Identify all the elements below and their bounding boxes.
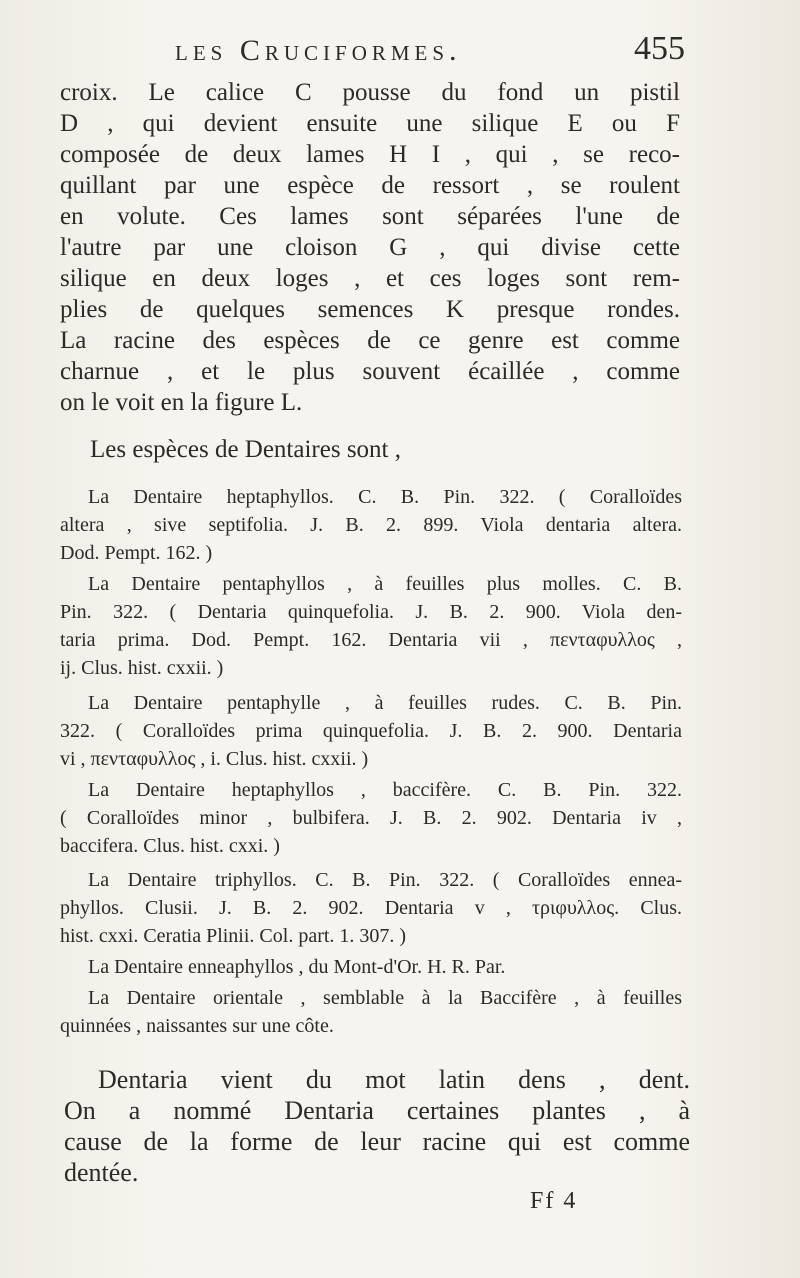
text-line: on le voit en la figure L.: [60, 389, 303, 416]
species-line: La Dentaire triphyllos. C. B. Pin. 322. ( Coralloïdes ennea-: [88, 869, 682, 891]
species-line: La Dentaire heptaphyllos , baccifère. C. B. Pin. 322.: [88, 779, 682, 801]
species-line: phyllos. Clusii. J. B. 2. 902. Dentaria v , τριφυλλος. Clus.: [60, 897, 682, 919]
species-line: La Dentaire orientale , semblable à la Baccifère , à feuilles: [88, 987, 682, 1009]
species-line: baccifera. Clus. hist. cxxi. ): [60, 835, 280, 857]
text-line: croix. Le calice C pousse du fond un pistil: [60, 79, 680, 106]
text-line: quillant par une espèce de ressort , se roulent: [60, 172, 680, 199]
text-line: en volute. Ces lames sont séparées l'une de: [60, 203, 680, 230]
section-heading: Les espèces de Dentaires sont ,: [90, 436, 401, 463]
species-line: hist. cxxi. Ceratia Plinii. Col. part. 1. 307. ): [60, 925, 407, 947]
closing-line: Dentaria vient du mot latin dens , dent.: [98, 1065, 690, 1094]
species-line: Dod. Pempt. 162. ): [60, 542, 213, 564]
species-line: Pin. 322. ( Dentaria quinquefolia. J. B. 2. 900. Viola den-: [60, 601, 682, 623]
page-number: 455: [634, 30, 685, 67]
species-line: taria prima. Dod. Pempt. 162. Dentaria vii , πενταφυλλος ,: [60, 629, 682, 651]
text-line: plies de quelques semences K presque rondes.: [60, 296, 680, 323]
species-line: vi , πενταφυλλος , i. Clus. hist. cxxii. ): [60, 748, 369, 770]
closing-line: On a nommé Dentaria certaines plantes , à: [64, 1096, 690, 1125]
closing-line: dentée.: [64, 1158, 139, 1187]
species-line: altera , sive septifolia. J. B. 2. 899. Viola dentaria altera.: [60, 514, 682, 536]
text-line: l'autre par une cloison G , qui divise cette: [60, 234, 680, 261]
text-line: silique en deux loges , et ces loges sont rem-: [60, 265, 680, 292]
species-line: La Dentaire pentaphyllos , à feuilles plus molles. C. B.: [88, 573, 682, 595]
species-line: La Dentaire heptaphyllos. C. B. Pin. 322. ( Coralloïdes: [88, 486, 682, 508]
text-line: charnue , et le plus souvent écaillée , comme: [60, 358, 680, 385]
closing-line: cause de la forme de leur racine qui est comme: [64, 1127, 690, 1156]
page-header: [175, 30, 685, 78]
signature-mark: Ff 4: [530, 1188, 578, 1214]
species-line: La Dentaire enneaphyllos , du Mont-d'Or. H. R. Par.: [88, 956, 506, 978]
text-line: D , qui devient ensuite une silique E ou F: [60, 110, 680, 137]
text-line: composée de deux lames H I , qui , se reco-: [60, 141, 680, 168]
species-line: quinnées , naissantes sur une côte.: [60, 1015, 334, 1037]
species-line: ij. Clus. hist. cxxii. ): [60, 657, 224, 679]
species-line: 322. ( Coralloïdes prima quinquefolia. J. B. 2. 900. Dentaria: [60, 720, 682, 742]
species-line: ( Coralloïdes minor , bulbifera. J. B. 2. 902. Dentaria iv ,: [60, 807, 682, 829]
running-title: les Cruciformes.: [175, 34, 462, 67]
species-line: La Dentaire pentaphylle , à feuilles rudes. C. B. Pin.: [88, 692, 682, 714]
text-line: La racine des espèces de ce genre est comme: [60, 327, 680, 354]
